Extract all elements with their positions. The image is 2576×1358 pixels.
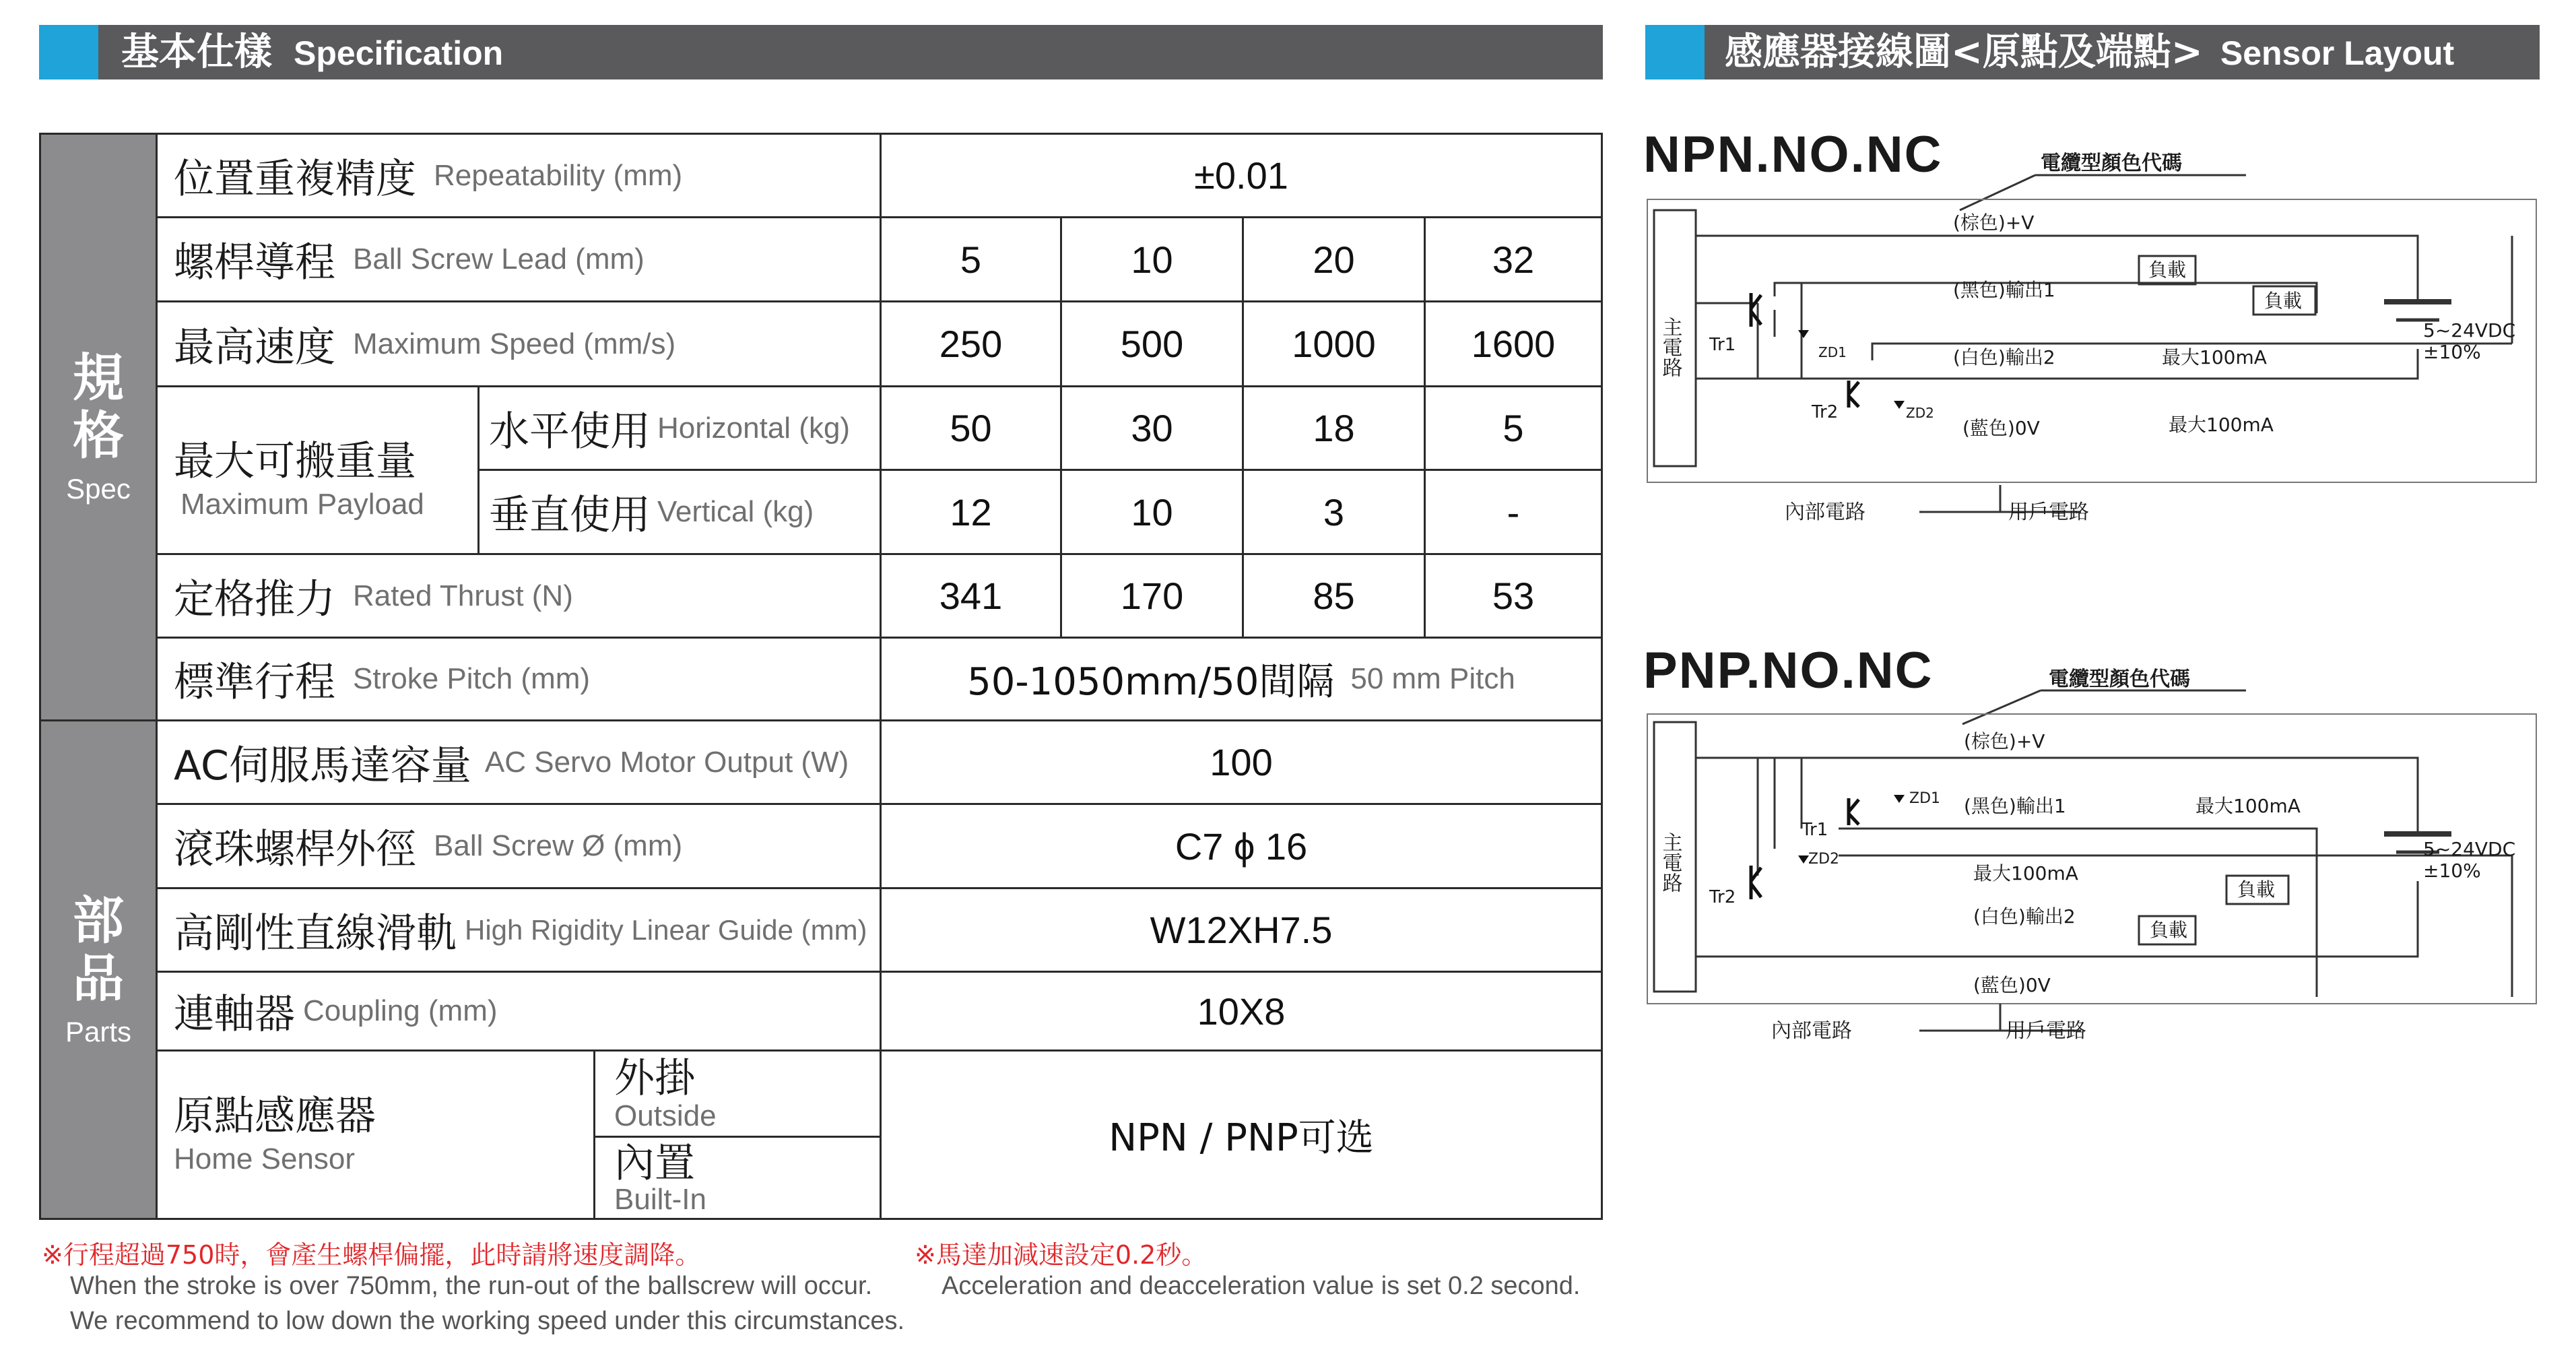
- parts-side-char1: 部: [73, 890, 124, 950]
- npn-white-label: (白色)輸出2: [1953, 346, 2055, 368]
- npn-blue-label: (藍色)0V: [1962, 417, 2040, 439]
- guide-value: W12XH7.5: [1150, 909, 1333, 951]
- pnp-main-circuit: 主電路: [1658, 832, 1682, 893]
- spec-side-char2: 格: [73, 406, 124, 465]
- spec-side-en: Spec: [66, 473, 131, 505]
- payload-vertical-value: 12: [950, 490, 992, 534]
- parts-side-label: [41, 721, 156, 1218]
- npn-zd2: ZD2: [1906, 405, 1934, 421]
- npn-load-2: 負載: [2264, 290, 2303, 312]
- note-stroke-en-2: We recommend to low down the working speed under this circumstances.: [70, 1307, 905, 1335]
- label-en: Horizontal (kg): [657, 411, 851, 445]
- spec-section-title: [121, 25, 503, 79]
- npn-cable-code: 電纜型顏色代碼: [2041, 152, 2182, 175]
- pnp-max-2: 最大100mA: [1973, 862, 2078, 884]
- spec-section-header: [39, 25, 1603, 79]
- npn-zd1: ZD1: [1818, 344, 1847, 360]
- npn-main-circuit: 主電路: [1658, 317, 1682, 377]
- sensor-section-title: [1725, 25, 2454, 79]
- npn-max-1: 最大100mA: [2162, 346, 2267, 368]
- screw-diameter-value: C7 ϕ 16: [1175, 825, 1308, 868]
- note-accel-zh: ※馬達加減速設定0.2秒。: [915, 1240, 1208, 1270]
- payload-vertical-label: [480, 471, 880, 553]
- stroke-label: [158, 639, 880, 719]
- home-sensor-value: [882, 1052, 1601, 1218]
- npn-internal: 內部電路: [1785, 500, 1865, 524]
- payload-vertical-value: 10: [1131, 490, 1173, 534]
- home-sensor-label: [158, 1052, 593, 1218]
- lead-value: 32: [1492, 238, 1535, 281]
- speed-value: 1000: [1292, 323, 1376, 365]
- note-accel-en: Acceleration and deacceleration value is set 0.2 second.: [942, 1272, 1581, 1300]
- payload-horizontal-value: 30: [1131, 407, 1173, 449]
- pnp-load-2: 負載: [2150, 919, 2188, 941]
- pnp-brown-label: (棕色)+V: [1964, 730, 2045, 752]
- pnp-white-label: (白色)輸出2: [1973, 905, 2076, 928]
- spec-title-en: Specification: [294, 34, 504, 72]
- repeatability-value: ±0.01: [1194, 154, 1288, 197]
- speed-value: 250: [939, 323, 1003, 365]
- header-accent-tab: [39, 25, 98, 79]
- speed-value: 1600: [1471, 323, 1556, 365]
- label-zh: 垂直使用: [489, 492, 651, 539]
- lead-value: 10: [1131, 238, 1173, 281]
- note-stroke-en-1: When the stroke is over 750mm, the run-out of the ballscrew will occur.: [70, 1272, 873, 1300]
- label-zh: 滾珠螺桿外徑: [174, 826, 416, 873]
- spec-side-label: [41, 135, 156, 719]
- payload-vertical-value: -: [1507, 490, 1520, 534]
- stroke-value-en: 50 mm Pitch: [1350, 662, 1515, 695]
- payload-horizontal-value: 50: [950, 407, 992, 449]
- label-zh: 外掛: [614, 1054, 695, 1102]
- home-sensor-builtin: [595, 1138, 880, 1218]
- npn-black-label: (黑色)輸出1: [1953, 279, 2055, 301]
- label-en: AC Servo Motor Output (W): [484, 745, 849, 779]
- screw-diameter-label: [158, 805, 880, 887]
- note-stroke-zh: ※行程超過750時，會產生螺桿偏擺，此時請將速度調降。: [42, 1240, 701, 1270]
- thrust-value: 170: [1120, 575, 1184, 617]
- pnp-zd2: ZD2: [1808, 851, 1840, 868]
- label-zh: 最高速度: [174, 323, 335, 371]
- pnp-internal: 內部電路: [1771, 1019, 1852, 1043]
- spec-side-char1: 規: [73, 348, 124, 408]
- npn-user: 用戶電路: [2008, 500, 2089, 524]
- label-en: Coupling (mm): [303, 994, 498, 1027]
- label-en: Rated Thrust (N): [353, 579, 573, 612]
- label-en: Maximum Payload: [180, 488, 424, 521]
- label-en: High Rigidity Linear Guide (mm): [465, 913, 867, 946]
- label-zh: 標準行程: [174, 659, 335, 706]
- pnp-zd1: ZD1: [1909, 790, 1941, 807]
- label-zh: 高剛性直線滑軌: [174, 909, 457, 957]
- pnp-black-label: (黑色)輸出1: [1964, 795, 2066, 817]
- payload-label: [158, 387, 477, 553]
- label-zh: 內置: [614, 1139, 695, 1187]
- pnp-load-1: 負載: [2237, 878, 2276, 901]
- sensor-title-zh: 感應器接線圖<原點及端點>: [1725, 30, 2203, 74]
- payload-horizontal-label: [480, 387, 880, 469]
- thrust-value: 53: [1492, 575, 1535, 617]
- coupling-label: [158, 973, 880, 1049]
- label-en: Ball Screw Lead (mm): [353, 243, 645, 276]
- speed-label: [158, 302, 880, 385]
- label-zh: 定格推力: [174, 575, 335, 623]
- home-sensor-outside: [595, 1052, 880, 1136]
- parts-side-en: Parts: [65, 1015, 132, 1047]
- npn-tr1: Tr1: [1709, 335, 1736, 355]
- thrust-label: [158, 555, 880, 637]
- label-en: Vertical (kg): [657, 495, 814, 528]
- pnp-wiring-diagram: [1637, 653, 2539, 1058]
- label-en: Ball Screw Ø (mm): [434, 829, 683, 862]
- npn-wiring-diagram: [1637, 135, 2539, 539]
- label-zh: 最大可搬重量: [174, 438, 416, 485]
- pnp-max-1: 最大100mA: [2195, 795, 2301, 817]
- payload-horizontal-value: 18: [1313, 407, 1355, 449]
- npn-supply-1: 5~24VDC: [2423, 319, 2516, 342]
- npn-supply-2: ±10%: [2423, 341, 2481, 363]
- repeatability-label: [158, 135, 880, 216]
- npn-max-2: 最大100mA: [2169, 414, 2274, 436]
- lead-value: 5: [960, 238, 982, 281]
- pnp-title: PNP.NO.NC: [1643, 642, 1934, 699]
- spec-table: [39, 133, 1603, 1220]
- header-accent-tab: [1645, 25, 1705, 79]
- npn-title: NPN.NO.NC: [1643, 126, 1943, 183]
- label-zh: 連軸器: [174, 991, 295, 1038]
- pnp-tr2: Tr2: [1709, 887, 1736, 907]
- label-en: Home Sensor: [174, 1142, 356, 1175]
- label-en: Repeatability (mm): [434, 158, 683, 192]
- pnp-blue-label: (藍色)0V: [1973, 974, 2051, 996]
- pnp-supply-2: ±10%: [2423, 860, 2481, 882]
- label-zh: 位置重複精度: [174, 155, 416, 203]
- label-zh: 螺桿導程: [174, 239, 335, 286]
- coupling-value: 10X8: [1197, 990, 1286, 1033]
- speed-value: 500: [1120, 323, 1184, 365]
- pnp-cable-code: 電纜型顏色代碼: [2049, 668, 2190, 691]
- label-zh: 原點感應器: [174, 1092, 376, 1140]
- lead-label: [158, 218, 880, 300]
- label-en: Built-In: [614, 1182, 706, 1216]
- label-zh: AC伺服馬達容量: [174, 742, 471, 789]
- sensor-title-en: Sensor Layout: [2220, 34, 2455, 72]
- label-zh: 水平使用: [489, 408, 651, 455]
- thrust-value: 85: [1313, 575, 1355, 617]
- npn-load-1: 負載: [2148, 259, 2187, 281]
- thrust-value: 341: [939, 575, 1003, 617]
- home-sensor-value-text: NPN / PNP可选: [1109, 1116, 1374, 1160]
- pnp-tr1: Tr1: [1802, 820, 1828, 840]
- label-en: Stroke Pitch (mm): [353, 662, 591, 695]
- spec-title-zh: 基本仕樣: [121, 30, 272, 74]
- npn-brown-label: (棕色)+V: [1953, 212, 2035, 234]
- stroke-value: [882, 639, 1601, 719]
- pnp-supply-1: 5~24VDC: [2423, 838, 2516, 860]
- motor-value: 100: [1210, 741, 1273, 783]
- label-en: Maximum Speed (mm/s): [353, 327, 676, 360]
- pnp-user: 用戶電路: [2006, 1019, 2086, 1043]
- sensor-section-header: [1645, 25, 2540, 79]
- guide-label: [158, 889, 880, 971]
- parts-side-char2: 品: [73, 948, 124, 1008]
- npn-tr2: Tr2: [1812, 402, 1839, 422]
- motor-label: [158, 721, 880, 803]
- label-en: Outside: [614, 1099, 717, 1132]
- stroke-value-main: 50-1050mm/50間隔: [967, 660, 1335, 704]
- payload-vertical-value: 3: [1323, 490, 1345, 534]
- lead-value: 20: [1313, 238, 1355, 281]
- payload-horizontal-value: 5: [1502, 407, 1524, 449]
